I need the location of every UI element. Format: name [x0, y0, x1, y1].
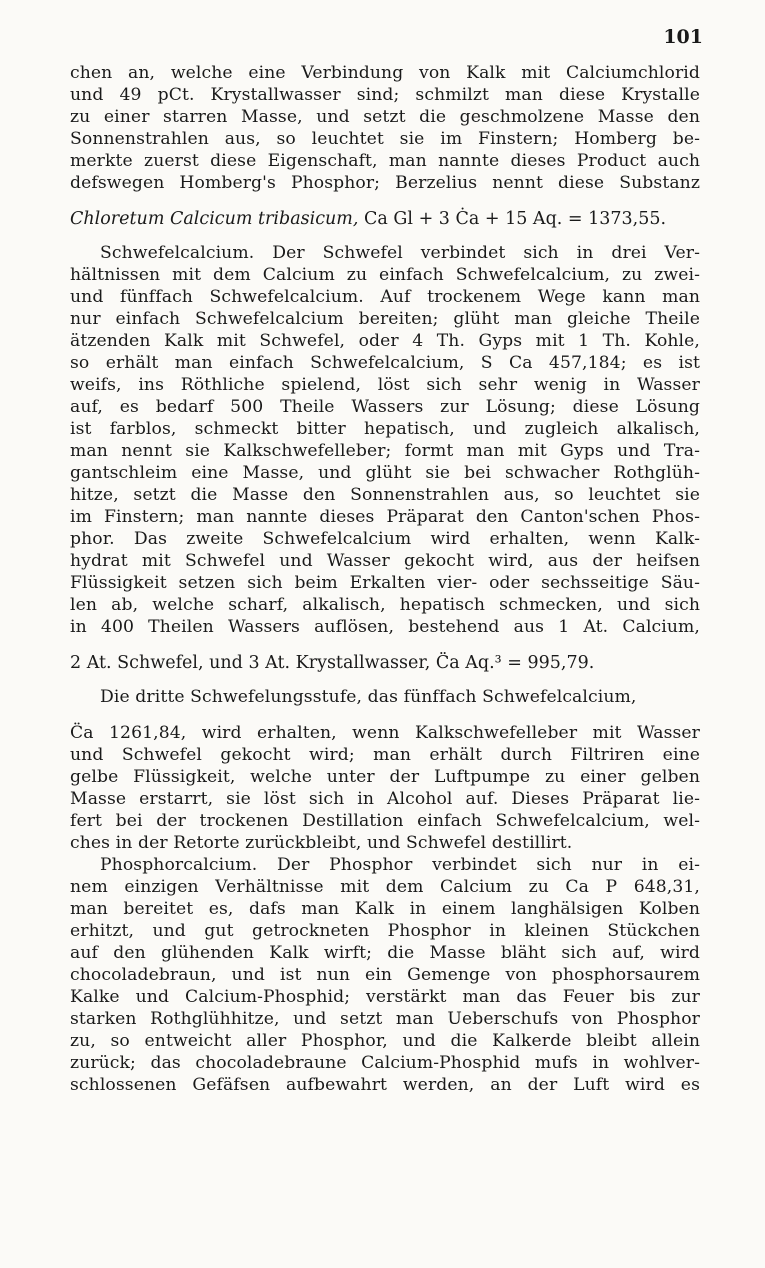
paragraph-homberg [70, 62, 700, 194]
text-line: starken Rothglühhitze, und setzt man Ueberschufs von Phosphor [70, 1009, 700, 1029]
text-line: nur einfach Schwefelcalcium bereiten; glüht man gleiche Theile [70, 309, 700, 329]
text-line: hältnissen mit dem Calcium zu einfach Schwefelcalcium, zu zwei- [70, 265, 700, 285]
page-number: 101 [663, 26, 703, 48]
text-line: schlossenen Gefäfsen aufbewahrt werden, an der Luft wird es [70, 1075, 700, 1095]
text-line: zurück; das chocoladebraune Calcium-Phosphid mufs in wohlver- [70, 1053, 700, 1073]
formula-krystallwasser [70, 648, 700, 678]
text-line: ätzenden Kalk mit Schwefel, oder 4 Th. Gyps mit 1 Th. Kohle, [70, 331, 700, 351]
paragraph-phosphorcalcium [70, 854, 700, 1096]
text-line: und fünffach Schwefelcalcium. Auf trockenem Wege kann man [70, 287, 700, 307]
text-line: Masse erstarrt, sie löst sich in Alcohol auf. Dieses Präparat lie- [70, 789, 700, 809]
text-line: so erhält man einfach Schwefelcalcium, S Ca 457,184; es ist [70, 353, 700, 373]
text-line: merkte zuerst diese Eigenschaft, man nannte dieses Product auch [70, 151, 700, 171]
text-line: hitze, setzt die Masse den Sonnenstrahlen aus, so leuchtet sie [70, 485, 700, 505]
paragraph-dritte-stufe [70, 686, 700, 708]
text-line: chocoladebraun, und ist nun ein Gemenge von phosphorsaurem [70, 965, 700, 985]
text-line: Flüssigkeit setzen sich beim Erkalten vier- oder sechsseitige Säu- [70, 573, 700, 593]
text-line: man nennt sie Kalkschwefelleber; formt man mit Gyps und Tra- [70, 441, 700, 461]
paragraph-fuenffach [70, 722, 700, 854]
text-line: auf, es bedarf 500 Theile Wassers zur Lösung; diese Lösung [70, 397, 700, 417]
text-line: weifs, ins Röthliche spielend, löst sich sehr wenig in Wasser [70, 375, 700, 395]
spacer [70, 708, 700, 722]
text-line: man bereitet es, dafs man Kalk in einem langhälsigen Kolben [70, 899, 700, 919]
formula-expression: Ca Gl + 3 Ċa + 15 Aq. = 1373,55. [364, 209, 667, 229]
text-line: hydrat mit Schwefel und Wasser gekocht wird, aus der heifsen [70, 551, 700, 571]
text-line: gelbe Flüssigkeit, welche unter der Luftpumpe zu einer gelben [70, 767, 700, 787]
text-line: C̈a 1261,84, wird erhalten, wenn Kalkschwefelleber mit Wasser [70, 723, 700, 743]
page-text [70, 62, 700, 1096]
text-line: Phosphorcalcium. Der Phosphor verbindet sich nur in ei- [100, 855, 700, 875]
text-line: Kalke und Calcium-Phosphid; verstärkt man das Feuer bis zur [70, 987, 700, 1007]
text-line: im Finstern; man nannte dieses Präparat den Canton'schen Phos- [70, 507, 700, 527]
text-line: Die dritte Schwefelungsstufe, das fünffach Schwefelcalcium, [100, 687, 637, 707]
text-line: Sonnenstrahlen aus, so leuchtet sie im Finstern; Homberg be- [70, 129, 700, 149]
text-line: phor. Das zweite Schwefelcalcium wird erhalten, wenn Kalk- [70, 529, 700, 549]
text-line: defswegen Homberg's Phosphor; Berzelius nennt diese Substanz [70, 173, 700, 193]
text-line: fert bei der trockenen Destillation einfach Schwefelcalcium, wel- [70, 811, 700, 831]
text-line: len ab, welche scharf, alkalisch, hepatisch schmecken, und sich [70, 595, 700, 615]
text-line: in 400 Theilen Wassers auflösen, bestehend aus 1 At. Calcium, [70, 617, 700, 637]
text-line: chen an, welche eine Verbindung von Kalk mit Calciumchlorid [70, 63, 700, 83]
formula-expression: 2 At. Schwefel, und 3 At. Krystallwasser, C̈a Aq.³ = 995,79. [70, 653, 595, 673]
text-line: erhitzt, und gut getrockneten Phosphor in kleinen Stückchen [70, 921, 700, 941]
text-line: zu, so entweicht aller Phosphor, und die Kalkerde bleibt allein [70, 1031, 700, 1051]
text-line: und 49 pCt. Krystallwasser sind; schmilzt man diese Krystalle [70, 85, 700, 105]
text-line: ist farblos, schmeckt bitter hepatisch, und zugleich alkalisch, [70, 419, 700, 439]
formula-chloretum [70, 204, 700, 234]
paragraph-schwefelcalcium [70, 242, 700, 638]
text-line: ches in der Retorte zurückbleibt, und Schwefel destillirt. [70, 833, 573, 853]
text-line: auf den glühenden Kalk wirft; die Masse bläht sich auf, wird [70, 943, 700, 963]
text-line: Schwefelcalcium. Der Schwefel verbindet sich in drei Ver- [100, 243, 700, 263]
text-line: und Schwefel gekocht wird; man erhält durch Filtriren eine [70, 745, 700, 765]
formula-name: Chloretum Calcicum tribasicum, [70, 209, 359, 229]
text-line: gantschleim eine Masse, und glüht sie bei schwacher Rothglüh- [70, 463, 700, 483]
text-line: nem einzigen Verhältnisse mit dem Calcium zu Ca P 648,31, [70, 877, 700, 897]
text-line: zu einer starren Masse, und setzt die geschmolzene Masse den [70, 107, 700, 127]
